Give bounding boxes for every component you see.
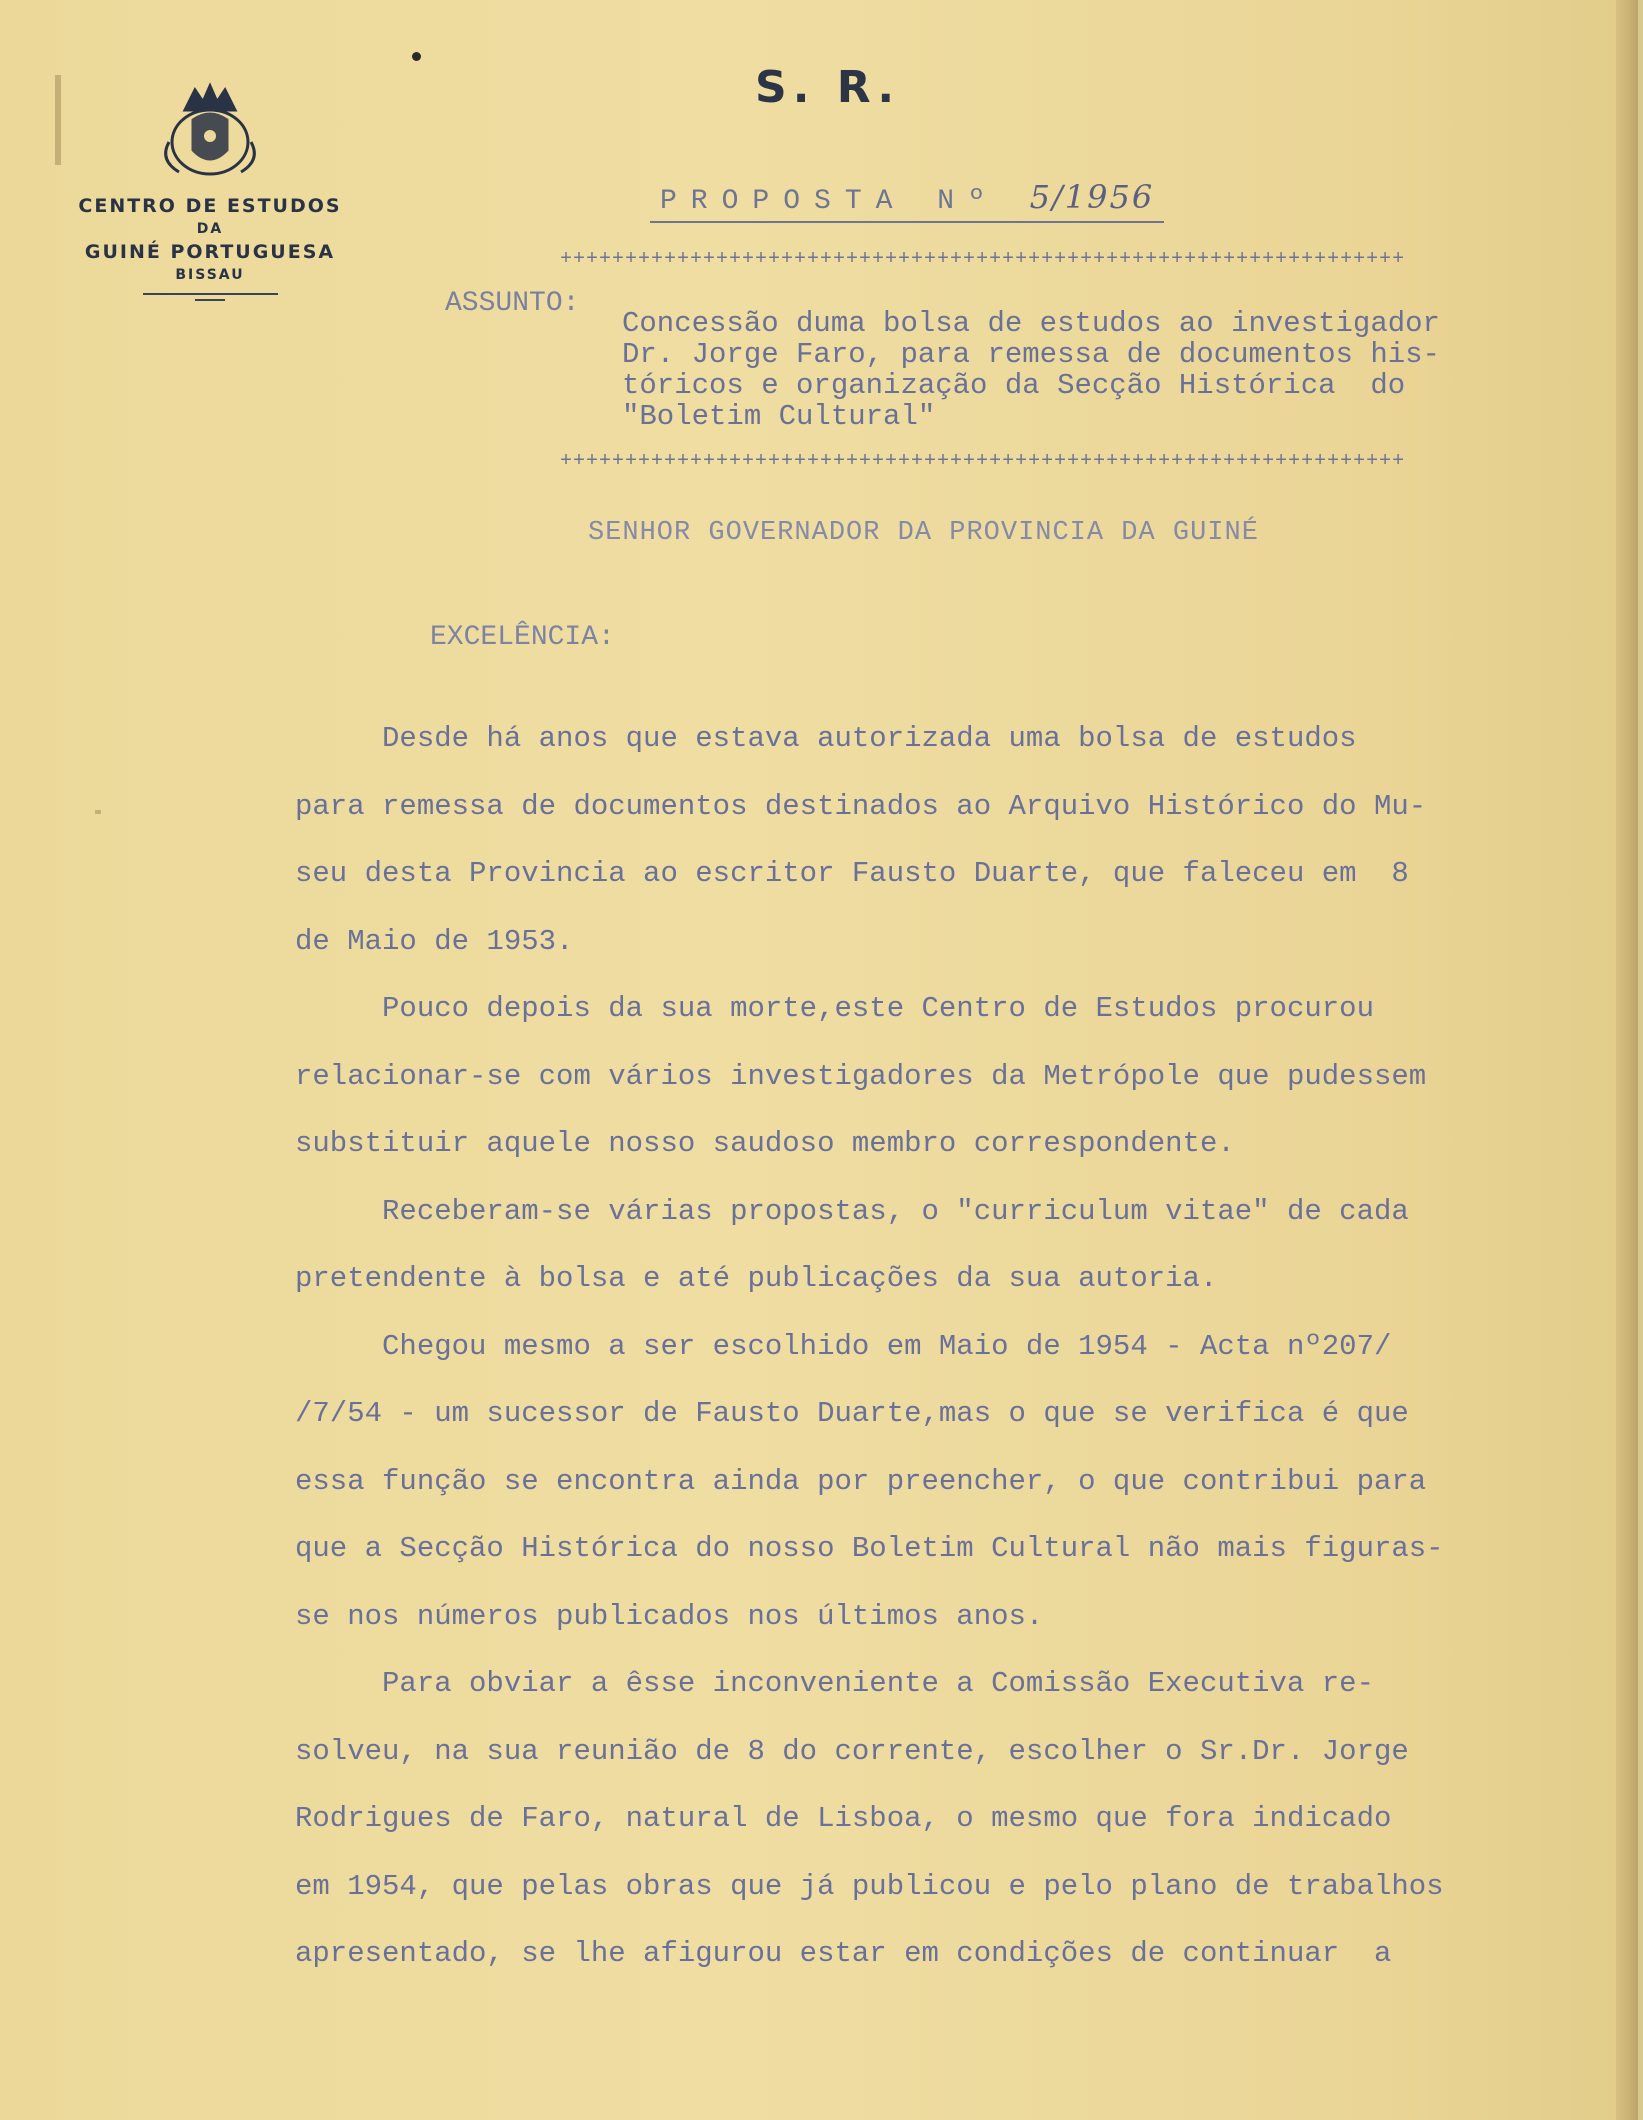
body-line: solveu, na sua reunião de 8 do corrente, escolher o Sr.Dr. Jorge [295, 1734, 1409, 1768]
separator-bottom: +++++++++++++++++++++++++++++++++++++++++++++++++++++++++++++++++ [560, 450, 1406, 473]
coat-of-arms-icon [155, 80, 265, 185]
body-line: Receberam-se várias propostas, o "curriculum vitae" de cada [295, 1194, 1409, 1228]
body-line: Desde há anos que estava autorizada uma bolsa de estudos [295, 722, 1357, 755]
body-line: essa função se encontra ainda por preencher, o que contribui para [295, 1464, 1427, 1498]
subject-text [622, 308, 1440, 432]
letterhead-city: BISSAU [175, 267, 245, 283]
letterhead-region: GUINÉ PORTUGUESA [84, 241, 336, 263]
subject-line: Dr. Jorge Faro, para remessa de documentos his- [622, 338, 1440, 371]
paper-speck [95, 810, 101, 814]
body-line: que a Secção Histórica do nosso Boletim Cultural não mais figuras- [295, 1532, 1444, 1565]
letterhead-rule [143, 293, 278, 295]
subject-line: tóricos e organização da Secção Histórica do [622, 369, 1406, 402]
subject-line: Concessão duma bolsa de estudos ao investigador [622, 307, 1440, 340]
body-line: se nos números publicados nos últimos anos. [295, 1599, 1044, 1633]
proposal-label: PROPOSTA Nº [660, 186, 999, 217]
body-line: de Maio de 1953. [295, 924, 574, 958]
letter-body [295, 705, 1595, 1988]
ink-dot [412, 52, 421, 61]
paper-crease [55, 75, 61, 165]
proposal-heading [650, 178, 1164, 223]
separator-top: +++++++++++++++++++++++++++++++++++++++++++++++++++++++++++++++++ [560, 248, 1406, 271]
body-line: Pouco depois da sua morte,este Centro de Estudos procurou [295, 992, 1374, 1025]
salutation: EXCELÊNCIA: [430, 622, 615, 653]
letterhead-org-line: CENTRO DE ESTUDOS [78, 195, 342, 217]
body-line: apresentado, se lhe afigurou estar em condições de continuar a [295, 1937, 1392, 1970]
letterhead-rule-short [195, 299, 225, 301]
addressee: SENHOR GOVERNADOR DA PROVINCIA DA GUINÉ [588, 518, 1259, 548]
body-line: Para obviar a êsse inconveniente a Comissão Executiva re- [295, 1667, 1374, 1700]
body-line: Chegou mesmo a ser escolhido em Maio de 1954 - Acta nº207/ [295, 1329, 1392, 1363]
subject-line: "Boletim Cultural" [622, 400, 936, 433]
letterhead [30, 80, 390, 301]
body-line: /7/54 - um sucessor de Fausto Duarte,mas o que se verifica é que [295, 1397, 1409, 1430]
body-line: seu desta Provincia ao escritor Fausto Duarte, que faleceu em 8 [295, 857, 1409, 890]
body-line: para remessa de documentos destinados ao Arquivo Histórico do Mu- [295, 789, 1427, 823]
body-line: em 1954, que pelas obras que já publicou e pelo plano de trabalhos [295, 1869, 1444, 1903]
body-line: relacionar-se com vários investigadores da Metrópole que pudessem [295, 1059, 1427, 1093]
letterhead-da: DA [196, 221, 224, 237]
body-line: Rodrigues de Faro, natural de Lisboa, o mesmo que fora indicado [295, 1802, 1392, 1835]
proposal-number: 5/1956 [1029, 178, 1155, 216]
service-mark: S. R. [755, 62, 901, 113]
subject-label: ASSUNTO: [445, 288, 580, 319]
body-line: pretendente à bolsa e até publicações da sua autoria. [295, 1262, 1218, 1295]
body-line: substituir aquele nosso saudoso membro correspondente. [295, 1127, 1235, 1160]
